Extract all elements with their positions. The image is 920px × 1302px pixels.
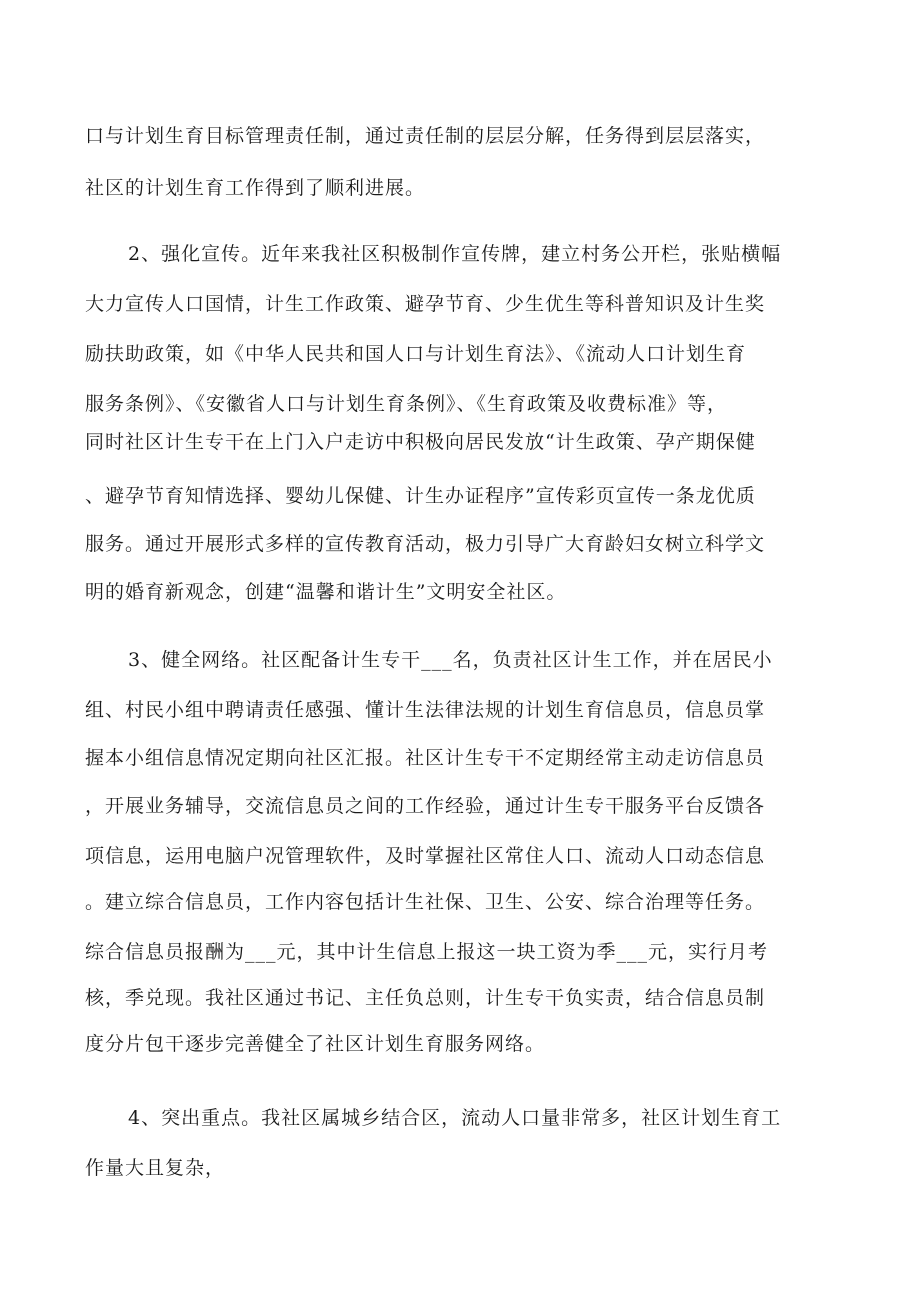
paragraph-3-first-line: 3、健全网络。社区配备计生专干___名，负责社区计生工作，并在居民小 xyxy=(128,649,773,671)
text-line: 项信息，运用电脑户况管理软件，及时掌握社区常住人口、流动人口动态信息 xyxy=(85,845,766,867)
text-line: 服务。通过开展形式多样的宣传教育活动，极力引导广大育龄妇女树立科学文 xyxy=(85,533,766,555)
text-line: 度分片包干逐步完善健全了社区计划生育服务网络。 xyxy=(85,1033,546,1055)
paragraph-4-first-line: 4、突出重点。我社区属城乡结合区，流动人口量非常多，社区计划生育工 xyxy=(128,1107,782,1129)
text-line: 综合信息员报酬为___元，其中计生信息上报这一块工资为季___元，实行月考 xyxy=(85,941,769,963)
text-line: 明的婚育新观念，创建“温馨和谐计生”文明安全社区。 xyxy=(85,581,567,603)
text-line: ，开展业务辅导，交流信息员之间的工作经验，通过计生专干服务平台反馈各 xyxy=(85,795,766,817)
text-line: 大力宣传人口国情，计生工作政策、避孕节育、少生优生等科普知识及计生奖 xyxy=(85,293,766,315)
text-line: 。建立综合信息员，工作内容包括计生社保、卫生、公安、综合治理等任务。 xyxy=(85,891,766,913)
text-line: 作量大且复杂， xyxy=(85,1157,226,1179)
text-line: 核，季兑现。我社区通过书记、主任负总则，计生专干负实责，结合信息员制 xyxy=(85,987,766,1009)
text-line: 同时社区计生专干在上门入户走访中积极向居民发放“计生政策、孕产期保健 xyxy=(85,431,756,453)
text-line: 口与计划生育目标管理责任制，通过责任制的层层分解，任务得到层层落实， xyxy=(85,125,766,147)
text-line: 握本小组信息情况定期向社区汇报。社区计生专干不定期经常主动走访信息员 xyxy=(85,747,766,769)
text-line: 社区的计划生育工作得到了顺利进展。 xyxy=(85,177,426,199)
text-line: 励扶助政策，如《中华人民共和国人口与计划生育法》、《流动人口计划生育 xyxy=(85,343,747,365)
paragraph-2-first-line: 2、强化宣传。近年来我社区积极制作宣传牌，建立村务公开栏，张贴横幅 xyxy=(128,243,782,265)
text-line: 、避孕节育知情选择、婴幼儿保健、计生办证程序”宣传彩页宣传一条龙优质 xyxy=(85,485,756,507)
text-line: 组、村民小组中聘请责任感强、懂计生法律法规的计划生育信息员，信息员掌 xyxy=(85,699,766,721)
text-line: 服务条例》、《安徽省人口与计划生育条例》、《生育政策及收费标准》等， xyxy=(85,393,728,415)
